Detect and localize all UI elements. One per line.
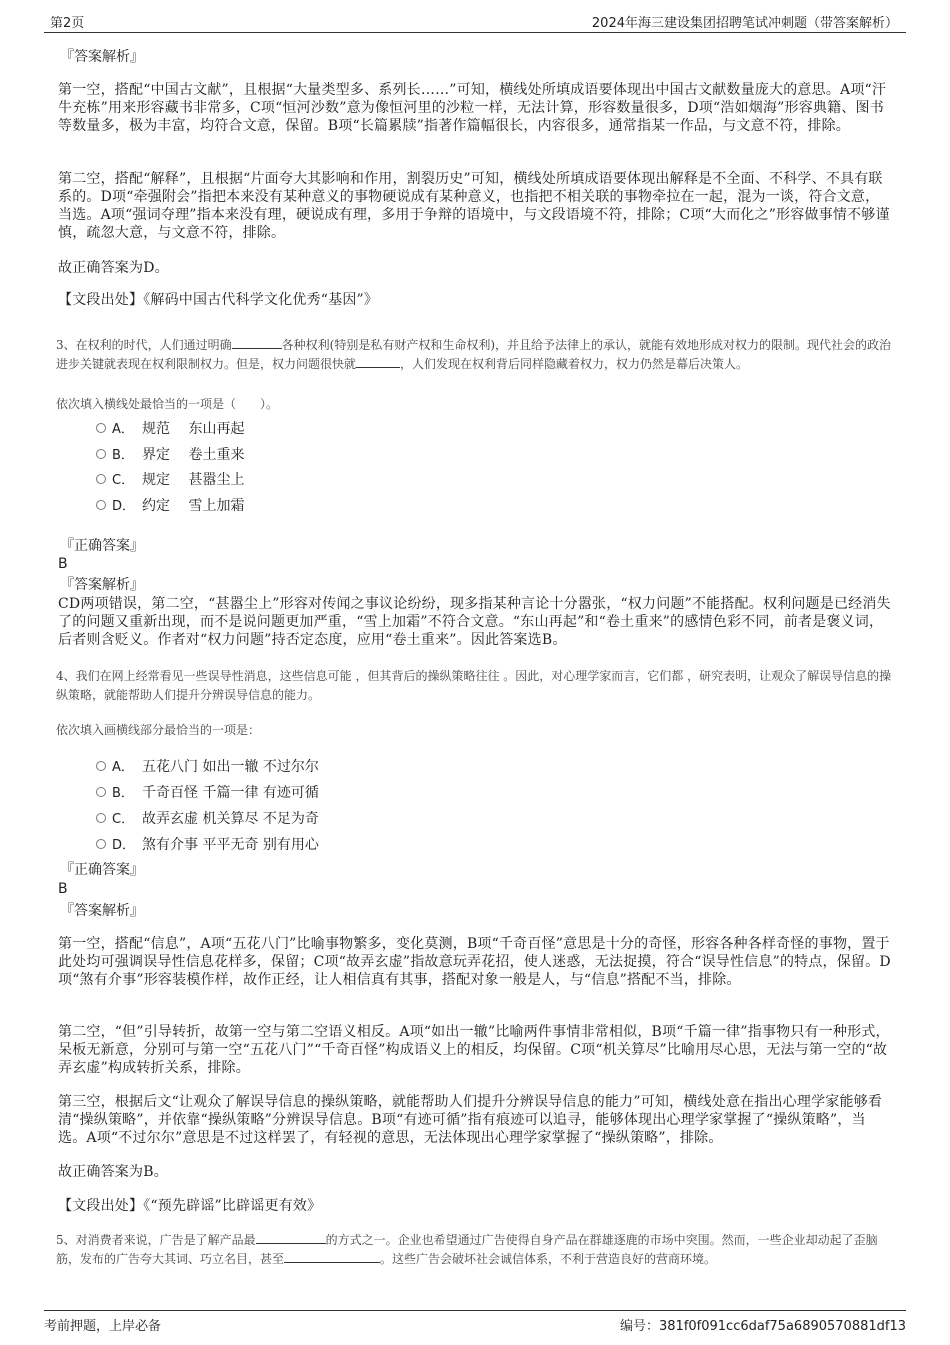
q3-option-b[interactable] [96,444,244,464]
q4-analysis-label: 『答案解析』 [60,903,144,919]
q4-option-a[interactable] [96,756,319,776]
q5-blank-1 [256,1231,326,1244]
option-letter: D． [112,499,136,514]
q3-option-d[interactable] [96,495,244,515]
q2-conclusion: 故正确答案为D。 [58,260,169,276]
q3-stem [56,336,896,374]
q5-stem-part2: 的方式之一。企业也希望通过广告使得自身产品在群雄逐鹿的市场中突围。然而，一些企业却动起了歪脑筋，发布的广告夸大其词、巧立名目，甚至 [56,1233,878,1266]
radio-icon[interactable] [96,423,106,433]
q3-option-c[interactable] [96,469,244,489]
q2-analysis-p1: 第一空，搭配“中国古文献”，且根据“大量类型多、系列长……”可知，横线处所填成语要体现出中国古文献数量庞大的意思。A项“汗牛充栋”用来形容藏书非常多，C项“恒河沙数”意为像恒河里的沙粒一样，无法计算，形容数量很多，D项“浩如烟海”形容典籍、图书等数量多，极为丰富，均符合文意，保留。B项“长篇累牍”指著作篇幅很长，内容很多，通常指某一作品，与文意不符，排除。 [58,82,887,134]
radio-icon[interactable] [96,787,106,797]
option-text: 煞有介事 平平无奇 别有用心 [142,837,319,853]
page-header [44,10,906,33]
radio-icon[interactable] [96,813,106,823]
q2-source [58,291,893,309]
q4-correct-answer: B [58,881,68,897]
q2-source-label: 【文段出处】 [58,292,144,308]
q5-stem [56,1231,896,1269]
q4-option-d[interactable] [96,834,319,854]
q2-analysis-label: 『答案解析』 [60,49,144,65]
q3-analysis: CD两项错误，第二空，“甚嚣尘上”形容对传闻之事议论纷纷，现多指某种言论十分嚣张，“权力问题”不能搭配。权利问题是已经消失了的问题又重新出现，而不是说问题更加严重，“雪上加霜”不符合文意。“东山再起”和“卷土重来”的感情色彩不同，前者是褒义词，后者则含贬义。作者对“权力问题”持否定态度，应用“卷土重来”。因此答案选B。 [58,596,891,648]
radio-icon[interactable] [96,761,106,771]
option-text: 千奇百怪 千篇一律 有迹可循 [142,785,319,801]
footer-code-label: 编号： [619,1319,659,1334]
q3-blank-2 [356,355,400,368]
q3-prompt: 依次填入横线处最恰当的一项是（ ）。 [56,397,279,411]
q4-analysis-p3: 第三空，根据后文“让观众了解误导信息的操纵策略，就能帮助人们提升分辨误导信息的能力”可知，横线处意在指出心理学家能够看清“操纵策略”，并依靠“操纵策略”分辨误导信息。B项“有迹可循”指有痕迹可以追寻，能够体现出心理学家掌握了“操纵策略”，当选。A项“不过尔尔”意思是不过这样罢了，有轻视的意思，无法体现出心理学家掌握了“操纵策略”，排除。 [58,1094,883,1146]
option-letter: A． [112,760,134,775]
q5-stem-part3: 。这些广告会破坏社会诚信体系，不利于营造良好的营商环境。 [380,1252,717,1266]
q4-prompt: 依次填入画横线部分最恰当的一项是： [56,723,261,737]
q3-stem-part3: ，人们发现在权利背后同样隐藏着权力，权力仍然是幕后决策人。 [400,357,749,371]
page-footer [44,1310,906,1335]
q5-stem-part1: 5、对消费者来说，广告是了解产品最 [56,1233,256,1247]
q2-source-title: 《解码中国古代科学文化优秀“基因”》 [143,292,379,308]
option-text: 约定 雪上加霜 [142,498,245,514]
option-letter: B． [112,448,134,463]
option-text: 规定 甚嚣尘上 [142,472,245,488]
option-letter: B． [112,786,134,801]
q4-correct-label: 『正确答案』 [60,862,144,878]
document-title: 2024年海三建设集团招聘笔试冲刺题（带答案解析） [591,16,898,31]
q4-conclusion: 故正确答案为B。 [58,1164,168,1180]
q3-blank-1 [232,336,282,349]
option-text: 界定 卷土重来 [142,447,245,463]
option-letter: C． [112,812,135,827]
radio-icon[interactable] [96,500,106,510]
option-letter: C． [112,473,135,488]
footer-code-value: 381f0f091cc6daf75a6890570881df13 [659,1319,906,1334]
q4-option-b[interactable] [96,782,319,802]
option-letter: A． [112,422,134,437]
q4-source [58,1197,893,1215]
q2-analysis-p2: 第二空，搭配“解释”，且根据“片面夸大其影响和作用，割裂历史”可知，横线处所填成语要体现出解释是不全面、不科学、不具有联系的。D项“牵强附会”指把本来没有某种意义的事物硬说成有某种意义，也指把不相关联的事物牵拉在一起，混为一谈，符合文意，当选。A项“强词夺理”指本来没有理，硬说成有理，多用于争辩的语境中，与文段语境不符，排除；C项“大而化之”形容做事情不够谨慎，疏忽大意，与文意不符，排除。 [58,171,890,241]
q4-source-label: 【文段出处】 [58,1198,144,1214]
radio-icon[interactable] [96,474,106,484]
q4-source-title: 《“预先辟谣”比辟谣更有效》 [143,1198,322,1214]
q4-option-c[interactable] [96,808,319,828]
footer-slogan: 考前押题，上岸必备 [44,1319,162,1334]
option-text: 故弄玄虚 机关算尽 不足为奇 [142,811,319,827]
option-text: 规范 东山再起 [142,421,245,437]
q3-analysis-label: 『答案解析』 [60,577,144,593]
q4-analysis-p1: 第一空，搭配“信息”，A项“五花八门”比喻事物繁多，变化莫测，B项“千奇百怪”意思是十分的奇怪，形容各种各样奇怪的事物，置于此处均可强调误导性信息花样多，保留；C项“故弄玄虚”指故意玩弄花招，使人迷惑，无法捉摸，符合“误导性信息”的特点，保留。D项“煞有介事”形容装模作样，故作正经，让人相信真有其事，搭配对象一般是人，与“信息”搭配不当，排除。 [58,936,891,988]
radio-icon[interactable] [96,839,106,849]
q4-stem: 4、我们在网上经常看见一些误导性消息，这些信息可能 ，但其背后的操纵策略往往 。因此，对心理学家而言，它们都 ，研究表明，让观众了解误导信息的操纵策略，就能帮助人们提升分辨误导信息的能力。 [56,669,892,702]
q3-stem-part1: 3、在权利的时代，人们通过明确 [56,338,232,352]
option-text: 五花八门 如出一辙 不过尔尔 [142,759,319,775]
q3-option-a[interactable] [96,418,244,438]
q4-analysis-p2: 第二空，“但”引导转折，故第一空与第二空语义相反。A项“如出一辙”比喻两件事情非常相似，B项“千篇一律”指事物只有一种形式，呆板无新意，分别可与第一空“五花八门”“千奇百怪”构成语义上的相反，均保留。C项“机关算尽”比喻用尽心思，无法与第一空的“故弄玄虚”构成转折关系，排除。 [58,1024,890,1076]
option-letter: D． [112,838,136,853]
radio-icon[interactable] [96,449,106,459]
q3-stem-part2: 各种权利(特别是私有财产权和生命权利)，并且给予法律上的承认，就能有效地形成对权力的限制。现代社会的政治进步关键就表现在权利限制权力。但是，权力问题很快就 [56,338,892,371]
footer-code [620,1315,906,1334]
page-number: 第2页 [50,16,85,31]
q3-correct-answer: B [58,556,68,572]
q3-correct-label: 『正确答案』 [60,538,144,554]
q5-blank-2 [284,1250,380,1263]
